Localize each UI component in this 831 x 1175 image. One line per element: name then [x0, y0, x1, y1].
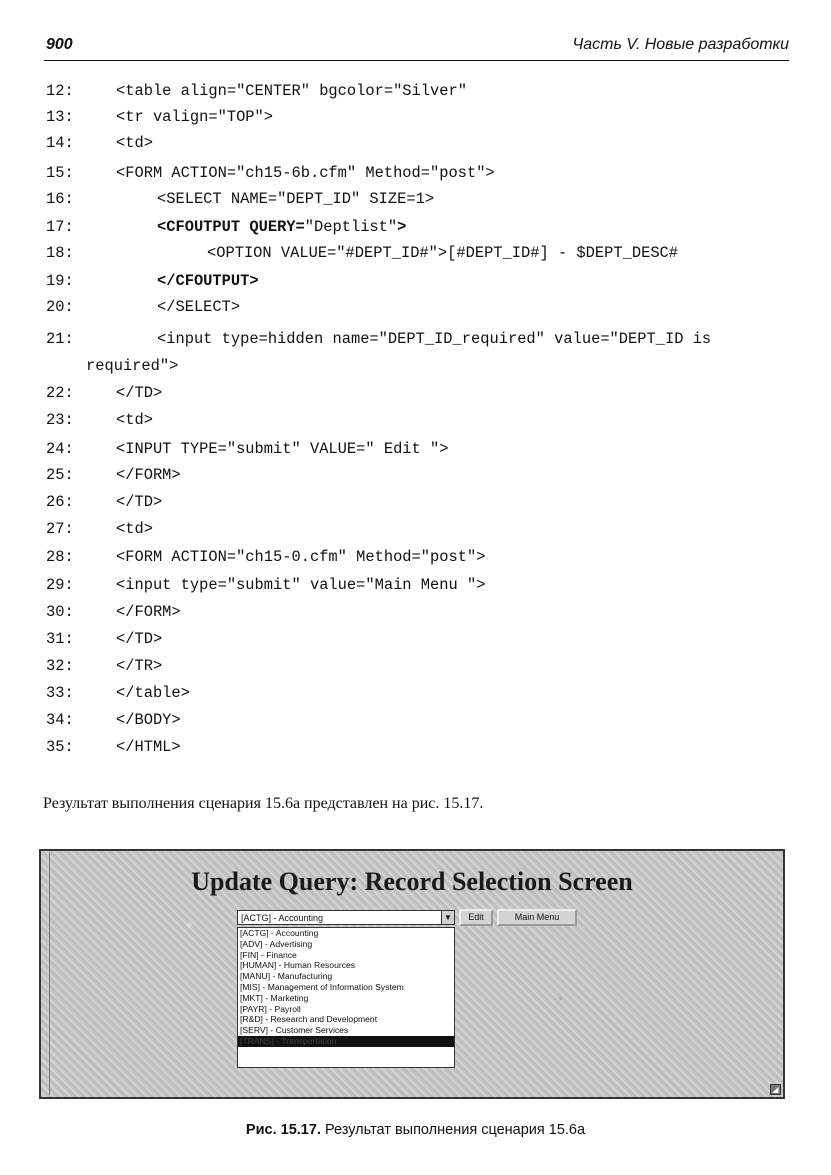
- line-number: 23:: [46, 411, 74, 429]
- code-text: <tr valign="TOP">: [116, 108, 274, 126]
- code-text: </HTML>: [116, 738, 181, 756]
- code-text: <FORM ACTION="ch15-0.cfm" Method="post">: [116, 548, 486, 566]
- code-text: </TD>: [116, 630, 163, 648]
- line-number: 26:: [46, 493, 74, 511]
- page-number: 900: [46, 36, 73, 53]
- code-text: </BODY>: [116, 711, 181, 729]
- line-number: 27:: [46, 520, 74, 538]
- line-number: 33:: [46, 684, 74, 702]
- code-text: </TD>: [116, 493, 163, 511]
- code-text: <table align="CENTER" bgcolor="Silver": [116, 82, 467, 100]
- line-number: 21:: [46, 330, 74, 348]
- line-number: 13:: [46, 108, 74, 126]
- line-number: 30:: [46, 603, 74, 621]
- main-menu-button[interactable]: Main Menu: [497, 909, 577, 926]
- code-text: <SELECT NAME="DEPT_ID" SIZE=1>: [157, 190, 435, 208]
- code-text: </TD>: [116, 384, 163, 402]
- code-text: </FORM>: [116, 466, 181, 484]
- code-text: </TR>: [116, 657, 163, 675]
- line-number: 15:: [46, 164, 74, 182]
- line-number: 25:: [46, 466, 74, 484]
- page-header: [44, 34, 789, 61]
- line-number: 18:: [46, 244, 74, 262]
- line-number: 28:: [46, 548, 74, 566]
- list-item-selected[interactable]: [TRANS] - Transportation: [238, 1036, 454, 1047]
- screen-title: Update Query: Record Selection Screen: [191, 867, 633, 896]
- line-number: 22:: [46, 384, 74, 402]
- code-text: [157, 216, 406, 238]
- list-item[interactable]: [MANU] - Manufacturing: [240, 971, 333, 982]
- code-text: </CFOUTPUT>: [157, 272, 259, 290]
- line-number: 29:: [46, 576, 74, 594]
- edit-button[interactable]: Edit: [459, 909, 493, 926]
- code-text: required">: [86, 357, 179, 375]
- part-title: Часть V. Новые разработки: [572, 36, 789, 53]
- figure-caption: [0, 1122, 831, 1138]
- code-text: </FORM>: [116, 603, 181, 621]
- code-text: <input type=hidden name="DEPT_ID_required" value="DEPT_ID is: [157, 330, 712, 348]
- resize-grip-icon[interactable]: ◢: [770, 1084, 781, 1095]
- select-value: [ACTG] - Accounting: [241, 913, 324, 923]
- code-text: <td>: [116, 411, 153, 429]
- body-paragraph: Результат выполнения сценария 15.6а представлен на рис. 15.17.: [43, 795, 484, 812]
- list-item[interactable]: [R&D] - Research and Development: [240, 1014, 378, 1025]
- list-item[interactable]: [ACTG] - Accounting: [240, 928, 319, 938]
- line-number: 35:: [46, 738, 74, 756]
- list-item[interactable]: [HUMAN] - Human Resources: [240, 960, 356, 971]
- caption-number: Рис. 15.17.: [245, 1122, 321, 1138]
- list-item[interactable]: [MIS] - Management of Information System: [240, 981, 404, 992]
- code-text: <input type="submit" value="Main Menu ">: [116, 576, 486, 594]
- dept-options-list[interactable]: [237, 927, 455, 1068]
- line-number: 31:: [46, 630, 74, 648]
- dept-select[interactable]: [237, 910, 455, 925]
- code-text: <OPTION VALUE="#DEPT_ID#">[#DEPT_ID#] - $DEPT_DESC#: [207, 244, 679, 262]
- line-number: 20:: [46, 298, 74, 316]
- figure-screenshot: [39, 849, 785, 1099]
- line-number: 17:: [46, 218, 74, 236]
- list-item[interactable]: [SERV] - Customer Services: [240, 1025, 349, 1036]
- code-text: </SELECT>: [157, 298, 241, 316]
- query-name: "Deptlist": [304, 218, 398, 236]
- dropdown-arrow-icon[interactable]: ▼: [441, 911, 454, 924]
- tag-close: >: [397, 218, 407, 236]
- list-item[interactable]: [MKT] - Marketing: [240, 992, 309, 1003]
- line-number: 32:: [46, 657, 74, 675]
- line-number: 34:: [46, 711, 74, 729]
- code-text: <FORM ACTION="ch15-6b.cfm" Method="post">: [116, 164, 495, 182]
- line-number: 16:: [46, 190, 74, 208]
- code-text: </table>: [116, 684, 190, 702]
- list-item[interactable]: [ADV] - Advertising: [240, 938, 313, 949]
- line-number: 24:: [46, 440, 74, 458]
- line-number: 14:: [46, 134, 74, 152]
- list-item[interactable]: [PAYR] - Payroll: [240, 1003, 301, 1014]
- cfoutput-keyword: <CFOUTPUT QUERY=: [157, 218, 305, 236]
- line-number: 19:: [46, 272, 74, 290]
- caption-text: Результат выполнения сценария 15.6а: [324, 1122, 586, 1138]
- code-text: <td>: [116, 134, 153, 152]
- line-number: 12:: [46, 82, 74, 100]
- code-text: <INPUT TYPE="submit" VALUE=" Edit ">: [116, 440, 449, 458]
- list-item[interactable]: [FIN] - Finance: [240, 949, 297, 960]
- code-text: <td>: [116, 520, 153, 538]
